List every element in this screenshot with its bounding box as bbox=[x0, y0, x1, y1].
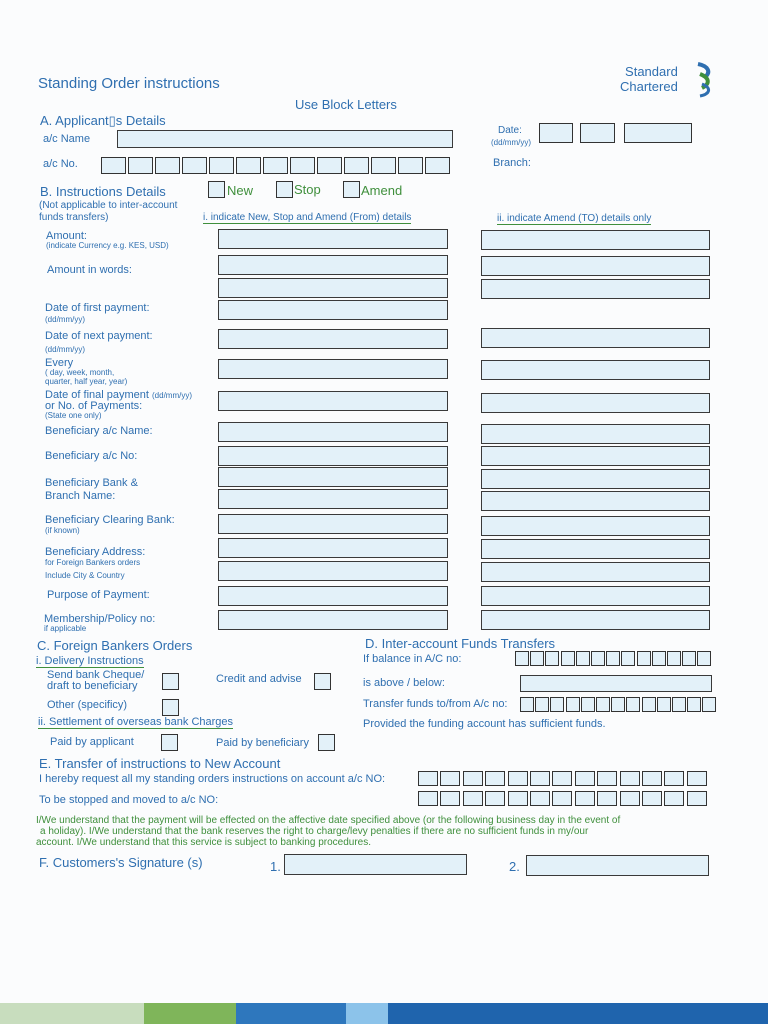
num-payments-label: or No. of Payments: bbox=[45, 400, 143, 412]
transfer-ac-digit-box-5[interactable] bbox=[581, 697, 595, 712]
first-payment-format: (dd/mm/yy) bbox=[45, 315, 85, 324]
stopped-ac-digit-box-12[interactable] bbox=[664, 791, 684, 806]
balance-ac-digit-box-2[interactable] bbox=[530, 651, 544, 666]
stopped-ac-digit-box-10[interactable] bbox=[620, 791, 640, 806]
paid-beneficiary-label: Paid by beneficiary bbox=[216, 737, 309, 749]
state-one-note: (State one only) bbox=[45, 411, 102, 420]
request-ac-digit-box-2[interactable] bbox=[440, 771, 460, 786]
settlement-heading: ii. Settlement of overseas bank Charges bbox=[38, 716, 234, 728]
every-label: Every bbox=[45, 357, 74, 369]
transfer-ac-digit-box-4[interactable] bbox=[566, 697, 580, 712]
balance-ac-digit-box-7[interactable] bbox=[606, 651, 620, 666]
amend-checkbox[interactable] bbox=[343, 181, 360, 198]
paid-applicant-checkbox[interactable] bbox=[161, 734, 178, 751]
send-cheque-checkbox[interactable] bbox=[162, 673, 179, 690]
balance-ac-digit-box-10[interactable] bbox=[652, 651, 666, 666]
beneficiary-address-label: Beneficiary Address: bbox=[45, 546, 146, 558]
logo-text bbox=[620, 64, 678, 94]
beneficiary-bank-from-field-1[interactable] bbox=[218, 467, 448, 487]
section-b-title: B. Instructions Details bbox=[40, 184, 166, 199]
stopped-ac-digit-box-9[interactable] bbox=[597, 791, 617, 806]
balance-ac-digit-box-6[interactable] bbox=[591, 651, 605, 666]
final-payment-from-field[interactable] bbox=[218, 391, 448, 411]
send-cheque-line-2: draft to beneficiary bbox=[47, 680, 138, 692]
transfer-ac-digit-box-13[interactable] bbox=[702, 697, 716, 712]
final-payment-to-field[interactable] bbox=[481, 393, 710, 413]
signature-1-number: 1. bbox=[270, 859, 281, 874]
beneficiary-bank-from-field-2[interactable] bbox=[218, 489, 448, 509]
amount-label: Amount: bbox=[46, 230, 87, 242]
address-note-2: Include City & Country bbox=[45, 571, 125, 580]
stopped-ac-digit-box-2[interactable] bbox=[440, 791, 460, 806]
address-from-field-1[interactable] bbox=[218, 538, 448, 558]
final-payment-format: (dd/mm/yy) bbox=[152, 391, 193, 400]
balance-ac-digit-box-1[interactable] bbox=[515, 651, 529, 666]
ac-name-field[interactable] bbox=[117, 130, 453, 148]
stopped-ac-digit-box-1[interactable] bbox=[418, 791, 438, 806]
request-ac-digit-box-3[interactable] bbox=[463, 771, 483, 786]
beneficiary-bank-to-field-2[interactable] bbox=[481, 491, 710, 511]
request-ac-digit-box-6[interactable] bbox=[530, 771, 550, 786]
every-from-field[interactable] bbox=[218, 359, 448, 379]
address-note-1: for Foreign Bankers orders bbox=[45, 558, 141, 567]
every-note-2: quarter, half year, year) bbox=[45, 377, 128, 386]
next-payment-from-field[interactable] bbox=[218, 329, 448, 349]
ac-no-label: a/c No. bbox=[43, 158, 78, 170]
transfer-ac-digit-box-3[interactable] bbox=[550, 697, 564, 712]
footer-bar-light-green bbox=[0, 1003, 144, 1024]
delivery-instructions-heading: i. Delivery Instructions bbox=[36, 655, 144, 667]
address-to-field-1[interactable] bbox=[481, 539, 710, 559]
transfer-ac-digit-box-8[interactable] bbox=[626, 697, 640, 712]
every-note-1: ( day, week, month, bbox=[45, 368, 115, 377]
section-b-note-1: (Not applicable to inter-account bbox=[39, 200, 178, 211]
transfer-ac-digit-box-9[interactable] bbox=[642, 697, 656, 712]
above-below-field[interactable] bbox=[520, 675, 712, 692]
beneficiary-bank-label-1: Beneficiary Bank & bbox=[45, 477, 138, 489]
beneficiary-name-to-field[interactable] bbox=[481, 424, 710, 444]
ac-no-digit-box-2[interactable] bbox=[128, 157, 153, 174]
disclaimer-line-1: I/We understand that the payment will be effected on the affective date specified above (or the following business day in the event of bbox=[36, 815, 621, 826]
balance-ac-digit-box-3[interactable] bbox=[545, 651, 559, 666]
standard-chartered-logo-icon bbox=[692, 60, 718, 98]
send-cheque-label bbox=[47, 670, 144, 692]
transfer-ac-digit-box-1[interactable] bbox=[520, 697, 534, 712]
transfer-ac-digit-box-12[interactable] bbox=[687, 697, 701, 712]
stopped-ac-digit-box-6[interactable] bbox=[530, 791, 550, 806]
disclaimer-line-2: a holiday). I/We understand that the bank reserves the right to charge/levy penalties if there are no sufficient funds in my/our bbox=[40, 826, 589, 837]
credit-advise-checkbox[interactable] bbox=[314, 673, 331, 690]
beneficiary-no-to-field[interactable] bbox=[481, 446, 710, 466]
stopped-ac-digit-box-7[interactable] bbox=[552, 791, 572, 806]
stopped-ac-digit-box-3[interactable] bbox=[463, 791, 483, 806]
final-payment-text: Date of final payment bbox=[45, 389, 149, 401]
address-from-field-2[interactable] bbox=[218, 561, 448, 581]
transfer-ac-digit-box-11[interactable] bbox=[672, 697, 686, 712]
stop-checkbox[interactable] bbox=[276, 181, 293, 198]
section-b-note-2: funds transfers) bbox=[39, 212, 109, 223]
first-payment-from-field[interactable] bbox=[218, 300, 448, 320]
section-f-title: F. Customers's Signature (s) bbox=[39, 855, 203, 870]
membership-label: Membership/Policy no: bbox=[44, 613, 156, 625]
ac-no-digit-box-10[interactable] bbox=[344, 157, 369, 174]
next-payment-to-field[interactable] bbox=[481, 328, 710, 348]
clearing-bank-to-field[interactable] bbox=[481, 516, 710, 536]
clearing-bank-label: Beneficiary Clearing Bank: bbox=[45, 514, 175, 526]
amount-words-from-field-2[interactable] bbox=[218, 278, 448, 298]
footer-bar-blue bbox=[236, 1003, 346, 1024]
clearing-bank-from-field[interactable] bbox=[218, 514, 448, 534]
date-format-note: (dd/mm/yy) bbox=[491, 138, 531, 147]
address-to-field-2[interactable] bbox=[481, 562, 710, 582]
signature-1-field[interactable] bbox=[284, 854, 467, 875]
balance-ac-digit-box-5[interactable] bbox=[576, 651, 590, 666]
transfer-label: Transfer funds to/from A/c no: bbox=[363, 698, 508, 710]
stopped-ac-digit-box-4[interactable] bbox=[485, 791, 505, 806]
ac-no-digit-box-9[interactable] bbox=[317, 157, 342, 174]
other-label: Other (specificy) bbox=[47, 699, 128, 711]
stop-label: Stop bbox=[294, 182, 321, 197]
date-year-field[interactable] bbox=[624, 123, 692, 143]
transfer-ac-digit-box-10[interactable] bbox=[657, 697, 671, 712]
request-ac-digit-box-11[interactable] bbox=[642, 771, 662, 786]
logo-line-1: Standard bbox=[625, 64, 678, 79]
membership-from-field[interactable] bbox=[218, 610, 448, 630]
stopped-ac-digit-box-13[interactable] bbox=[687, 791, 707, 806]
other-checkbox[interactable] bbox=[162, 699, 179, 716]
disclaimer-line-3: account. I/We understand that this service is subject to banking procedures. bbox=[36, 837, 371, 848]
beneficiary-bank-label-2: Branch Name: bbox=[45, 490, 116, 502]
amount-words-to-field-1[interactable] bbox=[481, 256, 710, 276]
balance-ac-digit-box-12[interactable] bbox=[682, 651, 696, 666]
balance-ac-digit-box-13[interactable] bbox=[697, 651, 711, 666]
request-label: I hereby request all my standing orders instructions on account a/c NO: bbox=[39, 773, 386, 785]
ac-no-digit-box-8[interactable] bbox=[290, 157, 315, 174]
stopped-ac-digit-box-5[interactable] bbox=[508, 791, 528, 806]
balance-label: If balance in A/C no: bbox=[363, 653, 462, 665]
ac-name-label: a/c Name bbox=[43, 133, 91, 145]
beneficiary-bank-to-field-1[interactable] bbox=[481, 469, 710, 489]
ac-no-digit-box-3[interactable] bbox=[155, 157, 180, 174]
signature-2-field[interactable] bbox=[526, 855, 709, 876]
request-ac-digit-box-8[interactable] bbox=[575, 771, 595, 786]
purpose-label: Purpose of Payment: bbox=[47, 589, 150, 601]
amount-from-field[interactable] bbox=[218, 229, 448, 249]
beneficiary-name-label: Beneficiary a/c Name: bbox=[45, 425, 153, 437]
paid-applicant-label: Paid by applicant bbox=[50, 736, 134, 748]
amend-label: Amend bbox=[361, 183, 403, 198]
above-below-label: is above / below: bbox=[363, 677, 445, 689]
balance-ac-digit-box-11[interactable] bbox=[667, 651, 681, 666]
date-day-field[interactable] bbox=[539, 123, 573, 143]
beneficiary-no-from-field[interactable] bbox=[218, 446, 448, 466]
ac-no-digit-box-12[interactable] bbox=[398, 157, 423, 174]
credit-advise-label: Credit and advise bbox=[216, 673, 302, 685]
footer-bar-light-blue bbox=[346, 1003, 388, 1024]
send-cheque-line-1: Send bank Cheque/ bbox=[47, 669, 145, 681]
every-to-field[interactable] bbox=[481, 360, 710, 380]
sufficient-funds-note: Provided the funding account has sufficient funds. bbox=[363, 718, 606, 730]
beneficiary-name-from-field[interactable] bbox=[218, 422, 448, 442]
transfer-ac-digit-box-6[interactable] bbox=[596, 697, 610, 712]
purpose-to-field[interactable] bbox=[481, 586, 710, 606]
section-c-title: C. Foreign Bankers Orders bbox=[37, 638, 193, 653]
new-label: New bbox=[227, 183, 254, 198]
next-payment-label: Date of next payment: bbox=[45, 330, 153, 342]
paid-beneficiary-checkbox[interactable] bbox=[318, 734, 335, 751]
stopped-ac-digit-box-11[interactable] bbox=[642, 791, 662, 806]
stopped-ac-digit-box-8[interactable] bbox=[575, 791, 595, 806]
clearing-bank-note: (if known) bbox=[45, 526, 80, 535]
section-d-title: D. Inter-account Funds Transfers bbox=[365, 636, 556, 651]
next-payment-format: (dd/mm/yy) bbox=[45, 345, 85, 354]
to-details-heading: ii. indicate Amend (TO) details only bbox=[497, 213, 652, 224]
ac-no-digit-box-11[interactable] bbox=[371, 157, 396, 174]
membership-note: if applicable bbox=[44, 624, 87, 633]
new-checkbox[interactable] bbox=[208, 181, 225, 198]
ac-no-digit-box-13[interactable] bbox=[425, 157, 450, 174]
request-ac-digit-box-7[interactable] bbox=[552, 771, 572, 786]
amount-to-field[interactable] bbox=[481, 230, 710, 250]
footer-bar-dark-blue bbox=[388, 1003, 768, 1024]
request-ac-digit-box-10[interactable] bbox=[620, 771, 640, 786]
balance-ac-digit-box-9[interactable] bbox=[637, 651, 651, 666]
request-ac-digit-box-13[interactable] bbox=[687, 771, 707, 786]
membership-to-field[interactable] bbox=[481, 610, 710, 630]
date-month-field[interactable] bbox=[580, 123, 615, 143]
amount-words-from-field-1[interactable] bbox=[218, 255, 448, 275]
request-ac-digit-box-9[interactable] bbox=[597, 771, 617, 786]
first-payment-label: Date of first payment: bbox=[45, 302, 150, 314]
transfer-ac-digit-box-2[interactable] bbox=[535, 697, 549, 712]
date-label: Date: bbox=[498, 125, 522, 136]
transfer-ac-digit-box-7[interactable] bbox=[611, 697, 625, 712]
branch-label: Branch: bbox=[493, 157, 531, 169]
ac-no-digit-box-6[interactable] bbox=[236, 157, 261, 174]
amount-note: (indicate Currency e.g. KES, USD) bbox=[46, 241, 169, 250]
request-ac-digit-box-5[interactable] bbox=[508, 771, 528, 786]
from-details-heading: i. indicate New, Stop and Amend (From) details bbox=[203, 212, 412, 223]
footer-bar-green bbox=[144, 1003, 236, 1024]
request-ac-digit-box-4[interactable] bbox=[485, 771, 505, 786]
request-ac-digit-box-12[interactable] bbox=[664, 771, 684, 786]
ac-no-digit-box-5[interactable] bbox=[209, 157, 234, 174]
form-title: Standing Order instructions bbox=[38, 75, 220, 92]
purpose-from-field[interactable] bbox=[218, 586, 448, 606]
logo-line-2: Chartered bbox=[620, 79, 678, 94]
balance-ac-digit-box-4[interactable] bbox=[561, 651, 575, 666]
signature-2-number: 2. bbox=[509, 859, 520, 874]
section-a-title: A. Applicant▯s Details bbox=[40, 113, 166, 128]
amount-words-label: Amount in words: bbox=[47, 264, 132, 276]
stopped-label: To be stopped and moved to a/c NO: bbox=[39, 794, 219, 806]
request-ac-digit-box-1[interactable] bbox=[418, 771, 438, 786]
ac-no-digit-box-7[interactable] bbox=[263, 157, 288, 174]
section-e-title: E. Transfer of instructions to New Account bbox=[39, 756, 281, 771]
ac-no-digit-box-4[interactable] bbox=[182, 157, 207, 174]
ac-no-digit-box-1[interactable] bbox=[101, 157, 126, 174]
block-letters-note: Use Block Letters bbox=[295, 97, 397, 112]
beneficiary-no-label: Beneficiary a/c No: bbox=[45, 450, 138, 462]
balance-ac-digit-box-8[interactable] bbox=[621, 651, 635, 666]
amount-words-to-field-2[interactable] bbox=[481, 279, 710, 299]
disclaimer bbox=[36, 815, 620, 848]
